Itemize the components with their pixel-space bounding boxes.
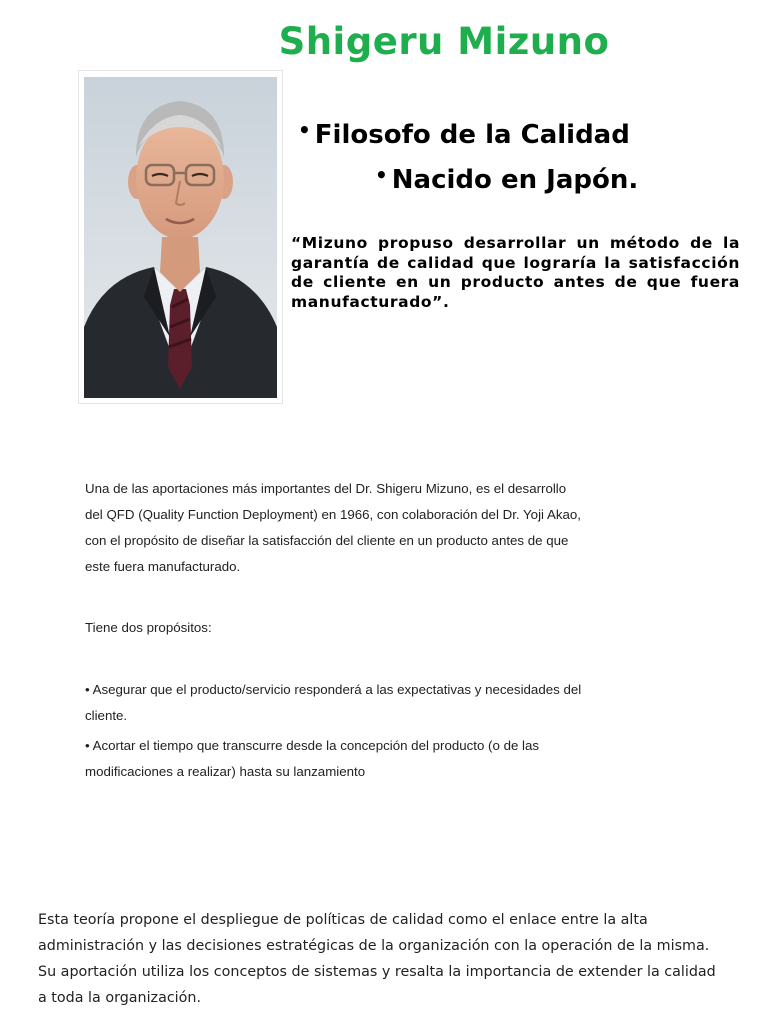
bullet-dot: • — [375, 163, 388, 187]
paragraph-purpose-1: • Asegurar que el producto/servicio responderá a las expectativas y necesidades del cliente. — [85, 682, 582, 723]
bullet-dot: • — [298, 118, 311, 142]
page-title: Shigeru Mizuno — [278, 20, 610, 63]
bullet-philosopher — [298, 118, 630, 150]
paragraph-theory: Esta teoría propone el despliegue de políticas de calidad como el enlace entre la alta administración y las decisiones estratégicas de la organización con la operación de la misma. Su aportación utiliza los conceptos de sistemas y resalta la importancia de extender la calidad a toda la organización. — [38, 912, 716, 1006]
bullet-born-japan — [375, 163, 638, 195]
bullet-text: Filosofo de la Calidad — [314, 120, 630, 150]
bullet-text: Nacido en Japón. — [391, 165, 639, 195]
paragraph-qfd: Una de las aportaciones más importantes del Dr. Shigeru Mizuno, es el desarrollo del QFD (Quality Function Deployment) en 1966, con colaboración del Dr. Yoji Akao, con el propósito de diseñar la satisfacción del cliente en un producto antes de que este fuera manufacturado. — [85, 481, 581, 574]
paragraph-purposes-heading: Tiene dos propósitos: — [85, 620, 212, 635]
paragraph-purpose-2: • Acortar el tiempo que transcurre desde la concepción del producto (o de las modificaciones a realizar) hasta su lanzamiento — [85, 738, 540, 779]
quote-text: “Mizuno propuso desarrollar un método de la garantía de calidad que lograría la satisfacción de cliente en un producto antes de que fuera manufacturado”. — [291, 234, 740, 311]
portrait-photo — [78, 70, 283, 404]
portrait-image — [84, 77, 277, 398]
